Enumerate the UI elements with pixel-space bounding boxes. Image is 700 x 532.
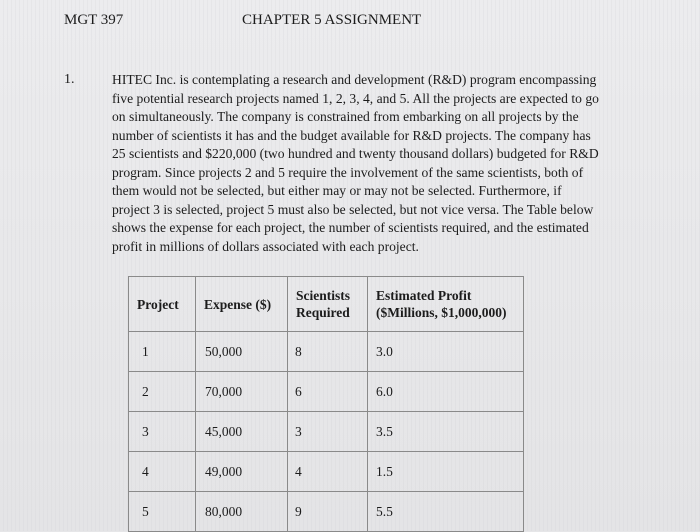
- cell-scientists: 8: [288, 332, 368, 372]
- question-line: project 3 is selected, project 5 must also be selected, but not vice versa. The Table below: [112, 201, 594, 217]
- cell-expense: 70,000: [196, 372, 288, 412]
- table-row: [129, 372, 524, 412]
- cell-expense: 49,000: [196, 452, 288, 492]
- cell-profit: 3.0: [368, 332, 524, 372]
- question-text: [112, 71, 652, 256]
- cell-scientists: 4: [288, 452, 368, 492]
- course-code: MGT 397: [64, 12, 124, 28]
- header-scientists: Scientists Required: [288, 277, 368, 332]
- header-profit: Estimated Profit ($Millions, $1,000,000): [368, 277, 524, 332]
- cell-project: 5: [129, 492, 196, 532]
- header-project: Project: [129, 277, 196, 332]
- cell-expense: 45,000: [196, 412, 288, 452]
- cell-project: 1: [129, 332, 196, 372]
- question-line: five potential research projects named 1, 2, 3, 4, and 5. All the projects are expected to go: [112, 90, 599, 106]
- cell-profit: 6.0: [368, 372, 524, 412]
- table-row: [129, 412, 524, 452]
- question-line: shows the expense for each project, the number of scientists required, and the estimated: [112, 220, 589, 235]
- cell-scientists: 3: [288, 412, 368, 452]
- cell-project: 4: [129, 452, 196, 492]
- cell-project: 3: [129, 412, 196, 452]
- cell-project: 2: [129, 372, 196, 412]
- cell-scientists: 9: [288, 492, 368, 532]
- question-line: number of scientists it has and the budget available for R&D projects. The company has: [112, 127, 591, 143]
- cell-profit: 3.5: [368, 412, 524, 452]
- project-table: [128, 276, 524, 532]
- cell-profit: 5.5: [368, 492, 524, 532]
- question-line: program. Since projects 2 and 5 require the involvement of the same scientists, both of: [112, 164, 584, 180]
- cell-scientists: 6: [288, 372, 368, 412]
- question-line: profit in millions of dollars associated with each project.: [112, 238, 419, 254]
- table-row: [129, 452, 524, 492]
- cell-expense: 50,000: [196, 332, 288, 372]
- question-number: 1.: [64, 72, 75, 87]
- table-row: [129, 492, 524, 532]
- question-line: 25 scientists and $220,000 (two hundred and twenty thousand dollars) budgeted for R&D: [112, 146, 599, 161]
- page-title: CHAPTER 5 ASSIGNMENT: [242, 12, 422, 28]
- header-expense: Expense ($): [196, 277, 288, 332]
- question-line: on simultaneously. The company is constrained from embarking on all projects by the: [112, 109, 579, 124]
- cell-expense: 80,000: [196, 492, 288, 532]
- table-row: [129, 332, 524, 372]
- cell-profit: 1.5: [368, 452, 524, 492]
- question-line: HITEC Inc. is contemplating a research and development (R&D) program encompassing: [112, 72, 597, 87]
- table-header-row: [129, 277, 524, 332]
- question-line: them would not be selected, but either may or may not be selected. Furthermore, if: [112, 183, 562, 198]
